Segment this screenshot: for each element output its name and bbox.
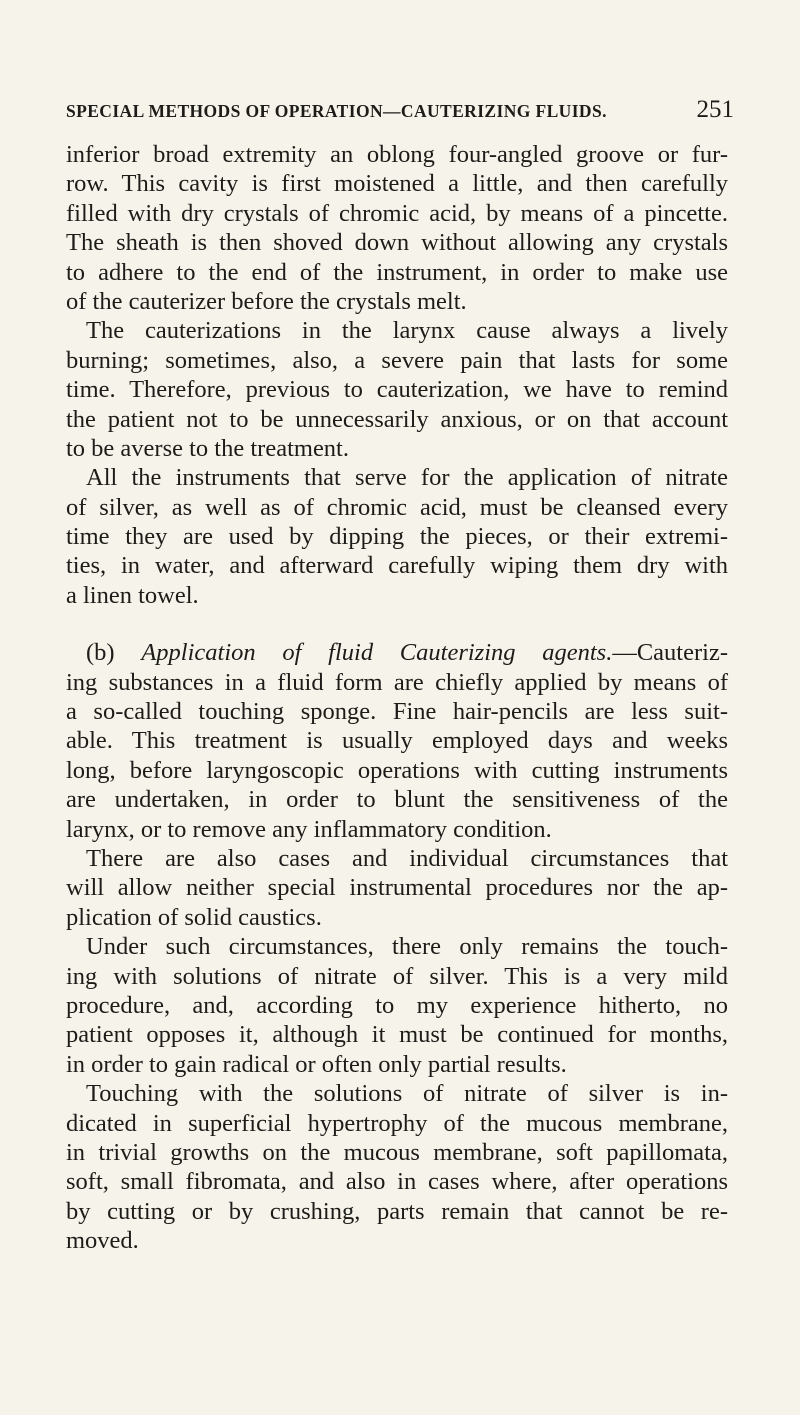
text-line: by cutting or by crushing, parts remain that cannot be re- <box>66 1197 728 1225</box>
text-line: the patient not to be unnecessarily anxious, or on that account <box>66 405 728 433</box>
paragraph <box>66 932 728 1079</box>
text-line: able. This treatment is usually employed days and weeks <box>66 727 728 755</box>
text-line: to be averse to the treatment. <box>66 434 349 462</box>
text-line: moved. <box>66 1227 139 1255</box>
paragraph <box>66 844 728 932</box>
text-line: patient opposes it, although it must be continued for months, <box>66 1021 728 1049</box>
section-label: (b) <box>86 639 142 667</box>
text-line: procedure, and, according to my experience hitherto, no <box>66 991 728 1019</box>
text-line: row. This cavity is first moistened a little, and then carefully <box>66 170 728 198</box>
text-line: of silver, as well as of chromic acid, must be cleansed every <box>66 493 728 521</box>
text-line: in order to gain radical or often only partial results. <box>66 1050 567 1078</box>
text-line: There are also cases and individual circumstances that <box>86 844 728 872</box>
running-title: SPECIAL METHODS OF OPERATION—CAUTERIZING FLUIDS. <box>66 101 607 121</box>
text-line: All the instruments that serve for the application of nitrate <box>86 464 728 492</box>
text-line: time they are used by dipping the pieces, or their extremi- <box>66 523 728 551</box>
text-line: ing substances in a fluid form are chiefly applied by means of <box>66 668 728 696</box>
text-line: Under such circumstances, there only remains the touch- <box>86 933 728 961</box>
text-line: larynx, or to remove any inflammatory condition. <box>66 815 552 843</box>
text-line: burning; sometimes, also, a severe pain that lasts for some <box>66 346 728 374</box>
paragraph <box>66 316 728 463</box>
text-line: are undertaken, in order to blunt the sensitiveness of the <box>66 786 728 814</box>
text-line: to adhere to the end of the instrument, in order to make use <box>66 258 728 286</box>
text-line: time. Therefore, previous to cauterization, we have to remind <box>66 376 728 404</box>
text-line: filled with dry crystals of chromic acid, by means of a pincette. <box>66 199 728 227</box>
text-line: ties, in water, and afterward carefully wiping them dry with <box>66 552 728 580</box>
text-line: plication of solid caustics. <box>66 903 322 931</box>
text-line: Touching with the solutions of nitrate of silver is in- <box>86 1080 728 1108</box>
section-heading-continuation: —Cauteriz- <box>612 639 728 667</box>
section-heading-line <box>66 638 728 667</box>
paragraph <box>66 140 728 316</box>
text-line: of the cauterizer before the crystals melt. <box>66 287 467 315</box>
text-line: ing with solutions of nitrate of silver. This is a very mild <box>66 962 728 990</box>
text-line: a linen towel. <box>66 581 199 609</box>
running-head <box>66 96 734 124</box>
text-line: soft, small fibromata, and also in cases where, after operations <box>66 1168 728 1196</box>
text-line: The cauterizations in the larynx cause always a lively <box>86 317 728 345</box>
text-line: will allow neither special instrumental procedures nor the ap- <box>66 874 728 902</box>
paragraph-section-b <box>66 638 728 844</box>
text-line: inferior broad extremity an oblong four-angled groove or fur- <box>66 141 728 168</box>
page-number: 251 <box>696 96 734 123</box>
text-line: a so-called touching sponge. Fine hair-pencils are less suit- <box>66 698 728 726</box>
paragraph <box>66 463 728 610</box>
text-line: dicated in superficial hypertrophy of the mucous membrane, <box>66 1109 728 1137</box>
body-text <box>66 140 728 1255</box>
section-heading: Application of fluid Cauterizing agents. <box>141 639 613 667</box>
text-line: in trivial growths on the mucous membrane, soft papillomata, <box>66 1138 728 1166</box>
section-gap <box>66 610 728 638</box>
paragraph <box>66 1079 728 1255</box>
text-line: The sheath is then shoved down without allowing any crystals <box>66 229 728 257</box>
text-line: long, before laryngoscopic operations with cutting instruments <box>66 756 728 784</box>
